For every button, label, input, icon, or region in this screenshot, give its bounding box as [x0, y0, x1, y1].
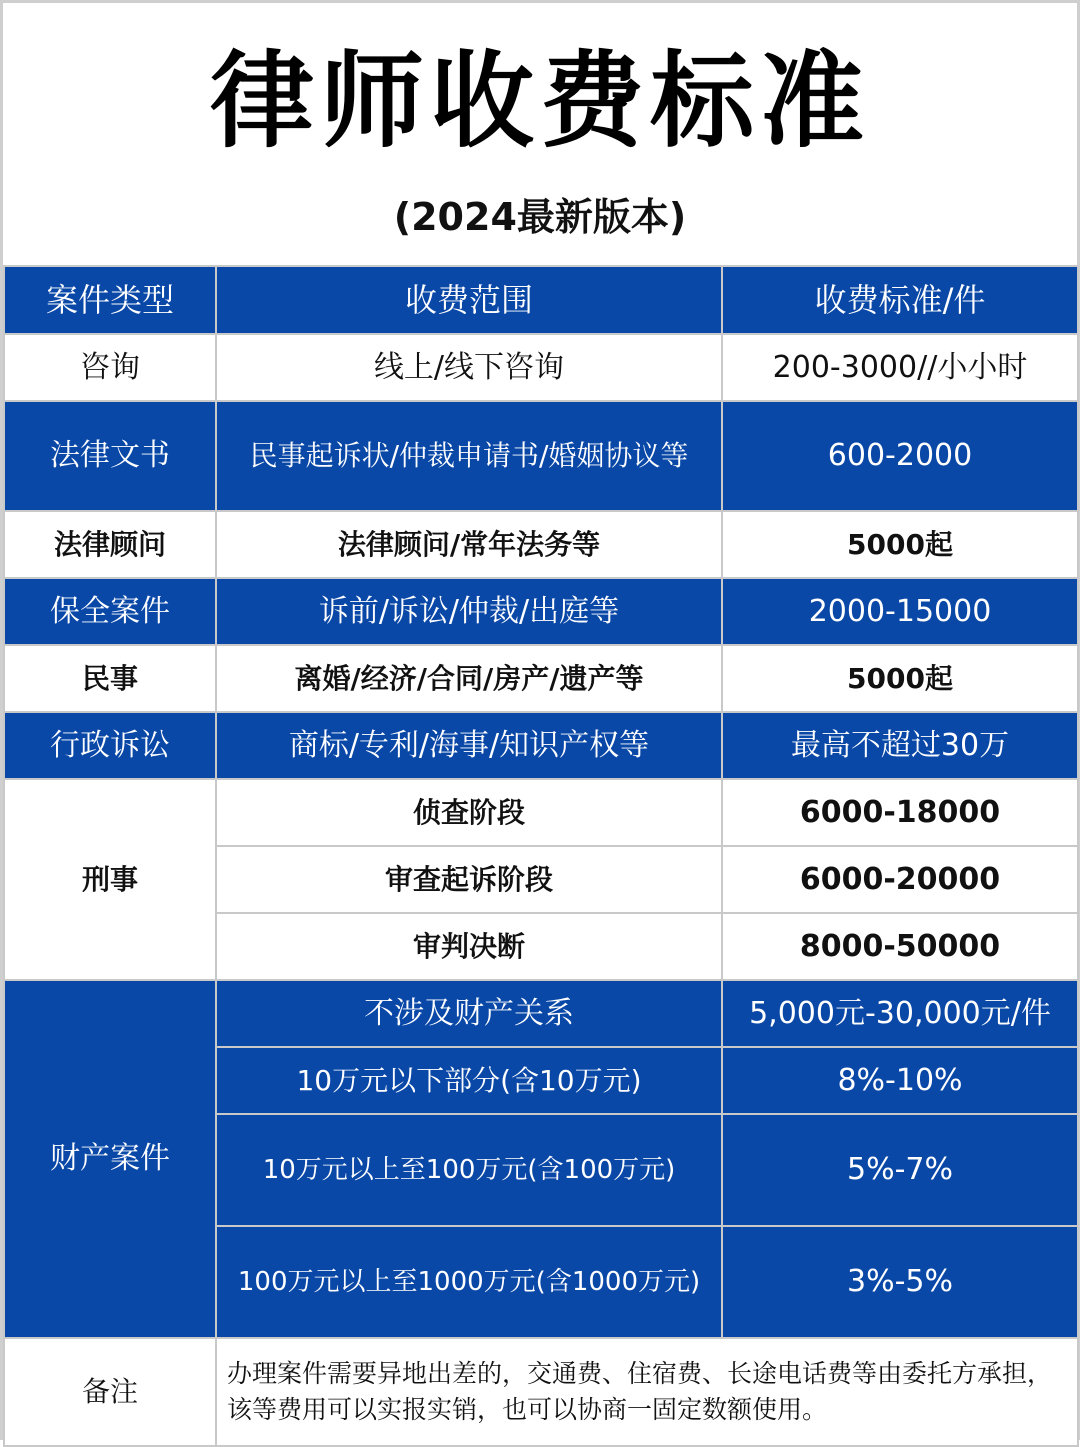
fee-scope: 审判决断: [216, 913, 722, 980]
fee-standard: 600-2000: [722, 401, 1078, 511]
fee-scope: 诉前/诉讼/仲裁/出庭等: [216, 578, 722, 645]
fee-standard: 8%-10%: [722, 1047, 1078, 1114]
fee-scope: 10万元以下部分(含10万元): [216, 1047, 722, 1114]
table-row-criminal-1: [4, 779, 1078, 846]
fee-scope: 10万元以上至100万元(含100万元): [216, 1114, 722, 1226]
fee-scope: 商标/专利/海事/知识产权等: [216, 712, 722, 779]
note-text: 办理案件需要异地出差的，交通费、住宿费、长途电话费等由委托方承担，该等费用可以实报实销，也可以协商一固定数额使用。: [216, 1338, 1078, 1446]
fee-standard: 6000-18000: [722, 779, 1078, 846]
fee-scope: 民事起诉状/仲裁申请书/婚姻协议等: [216, 401, 722, 511]
table-row-admin: [4, 712, 1078, 779]
table-row-note: [4, 1338, 1078, 1446]
fee-scope: 法律顾问/常年法务等: [216, 511, 722, 578]
fee-standard: 2000-15000: [722, 578, 1078, 645]
case-type: 行政诉讼: [4, 712, 216, 779]
page-subtitle: (2024最新版本): [393, 195, 687, 239]
case-type: 法律顾问: [4, 511, 216, 578]
table-row-property-1: [4, 980, 1078, 1047]
fee-scope: 离婚/经济/合同/房产/遗产等: [216, 645, 722, 712]
fee-standard: 最高不超过30万: [722, 712, 1078, 779]
column-header-type: 案件类型: [4, 266, 216, 334]
table-row-consult: [4, 334, 1078, 401]
fee-standard: 200-3000//小小时: [722, 334, 1078, 401]
header: [3, 3, 1077, 265]
fee-scope: 不涉及财产关系: [216, 980, 722, 1047]
case-type: 法律文书: [4, 401, 216, 511]
note-label: 备注: [4, 1338, 216, 1446]
case-type: 保全案件: [4, 578, 216, 645]
column-header-fee: 收费标准/件: [722, 266, 1078, 334]
fee-standard: 5000起: [722, 511, 1078, 578]
fee-standard: 5000起: [722, 645, 1078, 712]
fee-scope: 100万元以上至1000万元(含1000万元): [216, 1226, 722, 1338]
fee-table: [3, 265, 1079, 1447]
page-title: 律师收费标准: [209, 40, 870, 162]
table-row-civil: [4, 645, 1078, 712]
case-type: 财产案件: [4, 980, 216, 1338]
fee-standard: 5%-7%: [722, 1114, 1078, 1226]
fee-scope: 审查起诉阶段: [216, 846, 722, 913]
fee-standard: 8000-50000: [722, 913, 1078, 980]
table-row-docs: [4, 401, 1078, 511]
column-header-scope: 收费范围: [216, 266, 722, 334]
fee-standard: 3%-5%: [722, 1226, 1078, 1338]
table-row-preserve: [4, 578, 1078, 645]
fee-scope: 侦查阶段: [216, 779, 722, 846]
case-type: 民事: [4, 645, 216, 712]
case-type: 咨询: [4, 334, 216, 401]
fee-scope: 线上/线下咨询: [216, 334, 722, 401]
table-header-row: [4, 266, 1078, 334]
case-type: 刑事: [4, 779, 216, 980]
fee-standard: 5,000元-30,000元/件: [722, 980, 1078, 1047]
table-row-advisor: [4, 511, 1078, 578]
fee-standard: 6000-20000: [722, 846, 1078, 913]
